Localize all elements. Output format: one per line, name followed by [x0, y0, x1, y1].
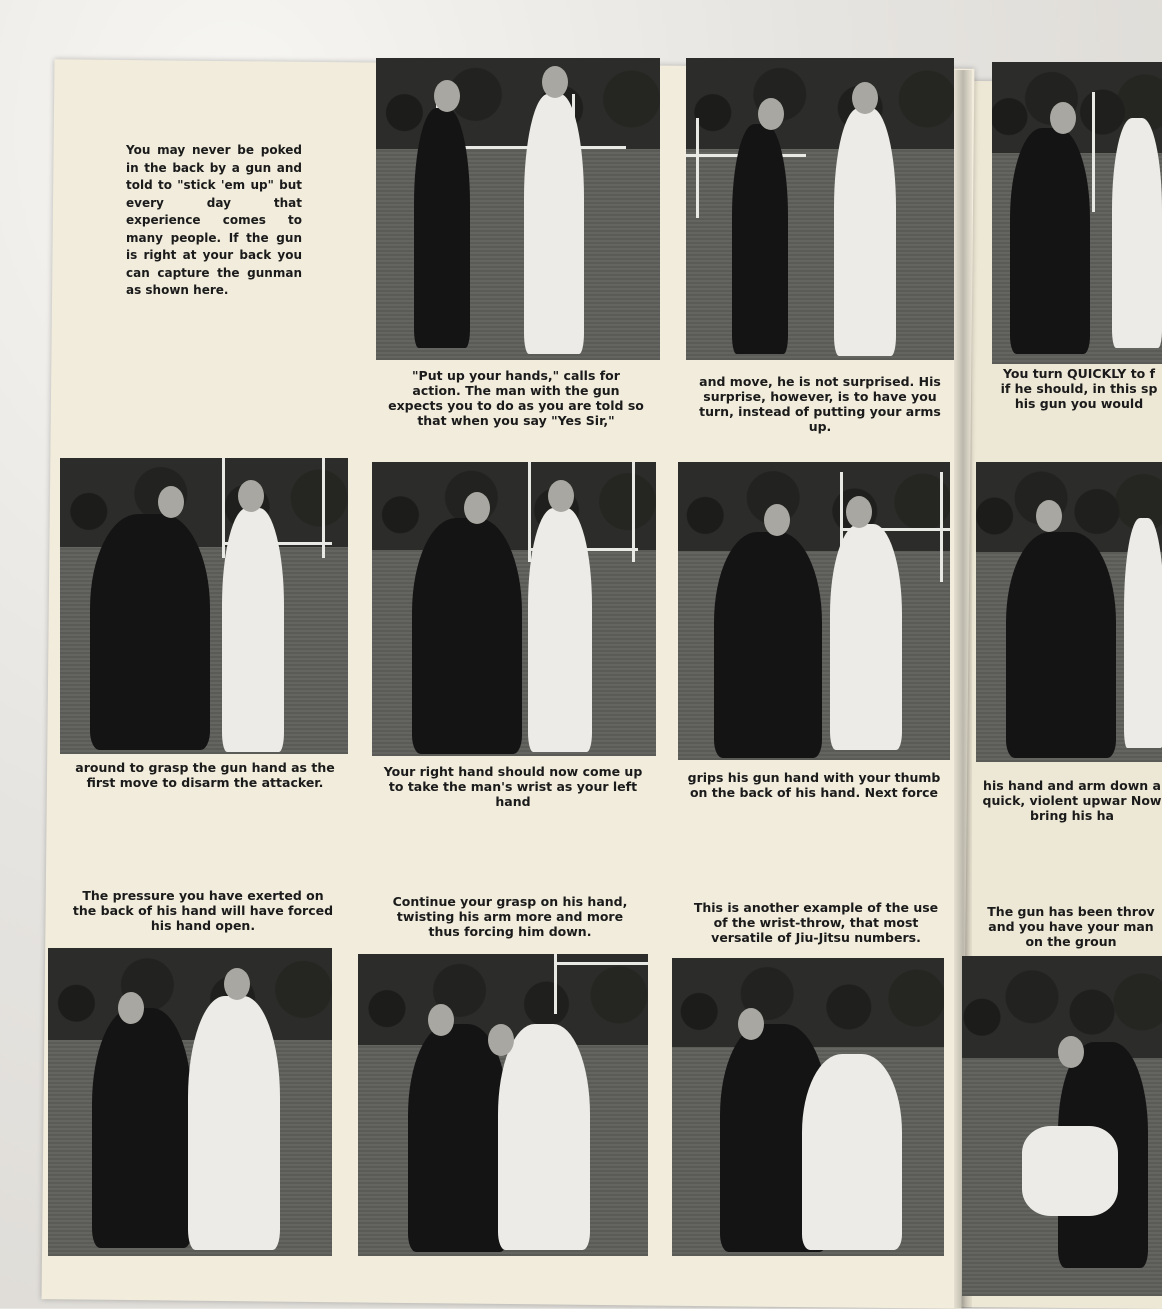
caption-1: "Put up your hands," calls for action. The man with the gun expects you to do as you are told so that when you say "Yes Sir,"	[388, 368, 644, 428]
caption-9: Continue your grasp on his hand, twisting his arm more and more thus forcing him down.	[392, 894, 628, 939]
caption-11: The gun has been throv and you have your man on the groun	[987, 904, 1155, 949]
caption-5: Your right hand should now come up to take the man's wrist as your left hand	[383, 764, 643, 809]
caption-8: The pressure you have exerted on the back of his hand will have forced his hand open.	[72, 888, 334, 933]
caption-3: You turn QUICKLY to f if he should, in this sp his gun you would	[1000, 366, 1158, 411]
caption-2: and move, he is not surprised. His surprise, however, is to have you turn, instead of putting your arms up.	[699, 374, 941, 434]
photo-10	[672, 958, 944, 1256]
photo-9	[358, 954, 648, 1256]
photo-11	[962, 956, 1162, 1296]
caption-7: his hand and arm down a quick, violent upwar Now bring his ha	[982, 778, 1162, 823]
photo-8	[48, 948, 332, 1256]
caption-6: grips his gun hand with your thumb on the back of his hand. Next force	[687, 770, 941, 800]
photo-4	[60, 458, 348, 754]
photo-2	[686, 58, 954, 360]
caption-4: around to grasp the gun hand as the first move to disarm the attacker.	[75, 760, 335, 790]
photo-1	[376, 58, 660, 360]
photo-7	[976, 462, 1162, 762]
photo-5	[372, 462, 656, 756]
photo-6	[678, 462, 950, 760]
photo-3	[992, 62, 1162, 364]
caption-10: This is another example of the use of the wrist-throw, that most versatile of Jiu-Jitsu numbers.	[693, 900, 939, 945]
intro-text: You may never be poked in the back by a gun and told to "stick 'em up" but every day that experience comes to many people. If the gun is right at your back you can capture the gunman as shown here.	[126, 143, 302, 297]
